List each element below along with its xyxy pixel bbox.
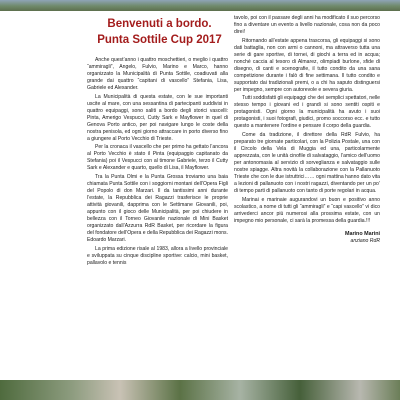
- author-name: Marino Marini: [344, 230, 380, 237]
- left-text-column: [87, 57, 228, 268]
- author-role: anziano RdR: [350, 237, 380, 244]
- bottom-photo-strip: [0, 380, 400, 400]
- article-headline: [87, 16, 232, 48]
- paragraph: Marinai e marinaie augurandovi un buon e positivo anno scolastico, a nome di tutti gli “ammiragli” e “capi vascello” vi dico arrivederci ancor più numerosi alla prossima estate, con un impegno mio personale, ci sarà la promessa della guardia.!!!: [234, 196, 380, 224]
- left-margin: [0, 11, 80, 380]
- paragraph: La Municipalità di questa estate, con le sue importanti uscite al mare, con una sessantina di partecipanti suddivisi in quattro equipaggi, sono saliti a bordo degli storici vascelli: Pinta, Amerigo Vespucci, Cutty Sark e Mayflower in quel di Genova Porto antico, per poi navigare lungo le coste della nostra penisola, ed ogni giorno attraccare in porto diverso fino a giungere al Porto Vecchio di Trieste.: [87, 93, 228, 142]
- headline-line-1: Benvenuti a bordo.: [107, 18, 212, 30]
- right-text-column: [234, 15, 380, 245]
- paragraph: Tutti soddisfatti gli equipaggi che dei semplici spettatori, nelle stesso tempo i giovani ed i grandi si sono sentiti ospiti e protagonisti. Ogni giorno la municipalità ha avuto i suoi protagonisti, i suoi fotografi, giudici, promo soccorso ecc. e tutto questo a mantenere l’ordine e pensare il corpo della guardia.: [234, 95, 380, 130]
- paragraph: La prima edizione risale al 1983, allora a livello provinciale e sviluppata su cinque discipline sportive: calcio, mini basket, pallavolo e tennis: [87, 245, 228, 266]
- headline-line-2: Punta Sottile Cup 2017: [97, 34, 222, 46]
- paragraph: Ritornando all’estate appena trascorsa, gli equipaggi si sono dati battaglia, non con armi o cannoni, ma attraverso tutta una serie di gare sportive, di tornei, di giochi a terra ed in acqua; nonché caccia al tesoro di Almarez, olimpiadi burlone, sfide di disegno, di canti e scenografie, il tutto condito da una sana competizione durante i falò di fine settimana. Il tutto condito e supportato dai tradizionali premi, o a chi ha saputo distinguersi per impegno, sempre con autorevole e severa giuria.: [234, 37, 380, 93]
- paragraph: Tra la Punta Olmi e la Punta Grossa troviamo una baia chiamata Punta Sottile con i soggiorni montani dell’Opera Figli del Popolo di don Marzari. Il da tantissimi anni durante l’estate, la Repubblica dei Ragazzi trasferisce le proprie attività giovanili, dapprima con le Settimane Giovanili, poi, appunto con il gioco delle Municipalità, per poi chiudere in bellezza con il Torneo Giovanile nazionale di Mini Basket organizzato dall’Azzurra RdR Basket, per ricordare la figura del fondatore dell’Opera e della Repubblica dei Ragazzi mons. Edoardo Marzari.: [87, 173, 229, 244]
- paragraph: Per la cronaca il vascello che per primo ha gettato l’ancora al Porto Vecchio è stato il Pinta (equipaggio capitanato da Stefania) poi il Vespucci con al timone Gabriele, terzo il Cutty Sark e Alexander e quarto, quello di Lisa, il Mayflower.: [87, 144, 228, 172]
- paragraph: Come da tradizione, il direttore della RdR Fulvio, ha preparato tre giornate particolari, con la Polizia Postale, una con il Circolo della Vela di Muggia ed una, particolarmente apprezzata, con le unità cinofile di salvataggio, l’amico dell’uomo per antonomasia al servizio di sorveglianza e salvataggio sulle nostre spiagge. Altra novità la collaborazione con la Pallanuoto Trieste che con le due istruttrici…… ogni mattina hanno dato vita a lezioni di pallanuoto con i nostri ragazzi, diventando per un po’ di tempo parti di pallanuoto con tanto di porte regolari in acqua.: [234, 131, 380, 195]
- paragraph: Anche quest’anno i quattro moschettieri, o meglio i quattro “ammiragli”, Angelo, Fulvio, Marino e Marco, hanno organizzato la Municipalità di Punta Sottile, coadiuvati alla grande dai quattro “capitani di vascello” Stefania, Lisa, Gabriele ed Alexander.: [87, 57, 228, 92]
- top-photo-strip: [0, 0, 400, 11]
- paragraph: tavolo, poi con il passare degli anni ha modificato il suo percorso fino a diventare un evento a livello nazionale, cosa non da poco direi!: [234, 15, 380, 36]
